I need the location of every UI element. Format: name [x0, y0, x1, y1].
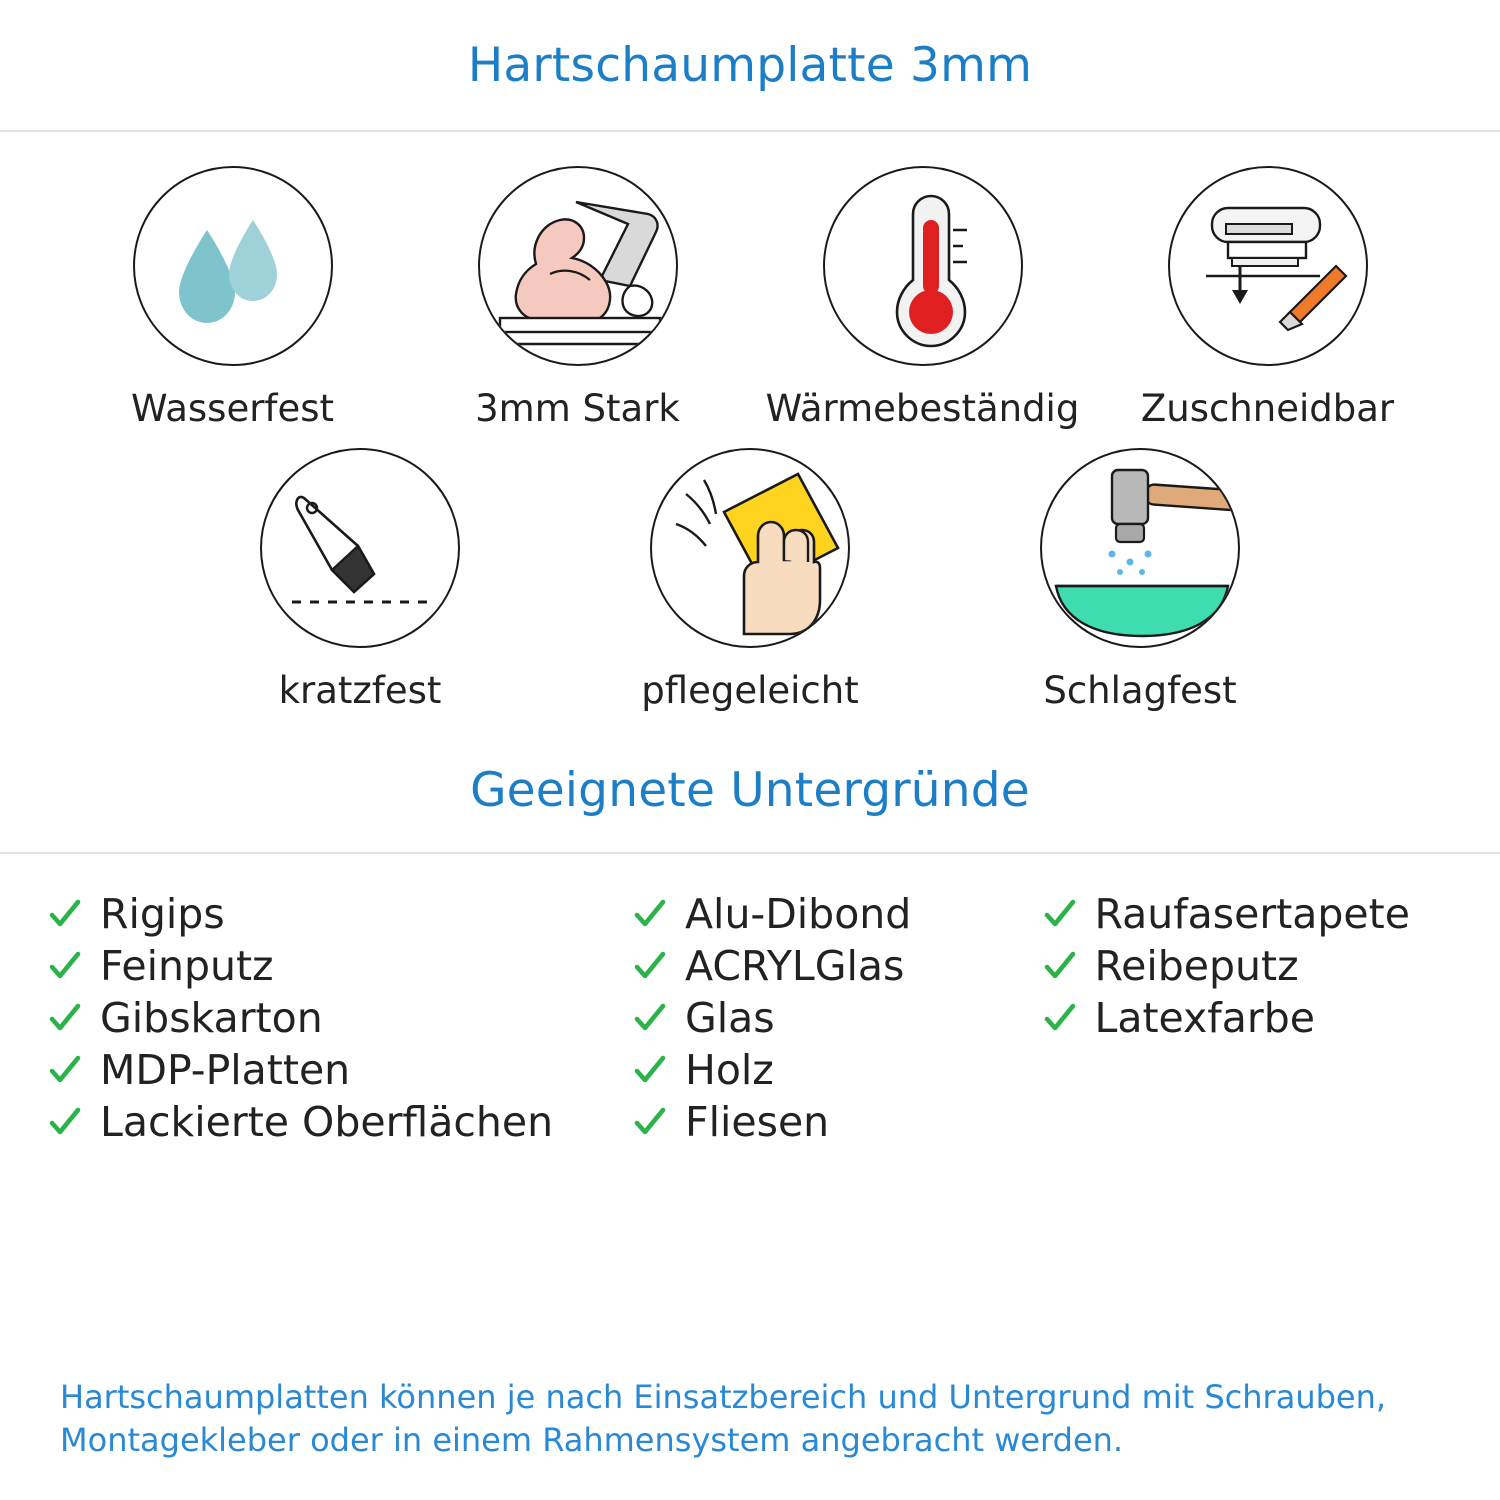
substrates-heading: Geeignete Untergründe	[470, 762, 1030, 818]
list-item	[633, 992, 1043, 1044]
check-icon	[633, 897, 667, 931]
list-item-label: Raufasertapete	[1094, 889, 1410, 938]
list-item-label: Holz	[685, 1045, 774, 1094]
list-item	[633, 1044, 1043, 1096]
check-icon	[48, 897, 82, 931]
list-item	[1043, 992, 1453, 1044]
feature-label: Wasserfest	[131, 386, 334, 430]
jigsaw-cutter-icon	[1168, 166, 1368, 366]
feature-label: pflegeleicht	[641, 669, 859, 713]
list-item-label: Reibeputz	[1094, 941, 1299, 990]
list-item-label: Lackierte Oberflächen	[100, 1097, 554, 1146]
page-title: Hartschaumplatte 3mm	[467, 38, 1033, 93]
check-icon	[48, 1105, 82, 1139]
list-item-label: Feinputz	[100, 941, 274, 990]
feature-grid	[0, 132, 1500, 713]
substrates-section-header	[0, 762, 1500, 818]
check-icon	[633, 1001, 667, 1035]
list-item	[48, 940, 633, 992]
title-section	[0, 0, 1500, 92]
list-item	[633, 940, 1043, 992]
list-item	[633, 1096, 1043, 1148]
list-item	[1043, 940, 1453, 992]
feature-zuschneidbar	[1095, 166, 1440, 431]
flexing-arm-icon	[478, 166, 678, 366]
check-icon	[633, 1053, 667, 1087]
list-item	[633, 888, 1043, 940]
check-icon	[1043, 1001, 1077, 1035]
list-item-label: Alu-Dibond	[685, 889, 912, 938]
scratch-knife-icon	[260, 448, 460, 648]
list-item	[48, 1096, 633, 1148]
hammer-impact-icon	[1040, 448, 1240, 648]
feature-label: Schlagfest	[1043, 669, 1237, 713]
list-item	[1043, 888, 1453, 940]
feature-wasserfest	[60, 166, 405, 431]
list-item-label: Latexfarbe	[1094, 993, 1315, 1042]
feature-label: Wärmebeständig	[765, 386, 1080, 430]
feature-label: kratzfest	[278, 669, 442, 713]
check-icon	[1043, 949, 1077, 983]
substrates-column-3	[1043, 888, 1453, 1148]
substrates-column-2	[633, 888, 1043, 1148]
substrates-list	[0, 854, 1500, 1148]
list-item-label: Glas	[685, 993, 775, 1042]
substrates-column-1	[48, 888, 633, 1148]
list-item	[48, 888, 633, 940]
list-item-label: Gibskarton	[100, 993, 323, 1042]
water-drops-icon	[133, 166, 333, 366]
list-item-label: Fliesen	[685, 1097, 830, 1146]
feature-waermebestaendig	[750, 166, 1095, 431]
list-item-label: ACRYLGlas	[685, 941, 905, 990]
check-icon	[48, 949, 82, 983]
list-item-label: Rigips	[100, 889, 225, 938]
check-icon	[48, 1053, 82, 1087]
feature-row-2	[0, 448, 1500, 713]
list-item	[48, 992, 633, 1044]
feature-3mm-stark	[405, 166, 750, 431]
thermometer-icon	[823, 166, 1023, 366]
check-icon	[633, 949, 667, 983]
list-item-label: MDP-Platten	[100, 1045, 351, 1094]
cleaning-cloth-hand-icon	[650, 448, 850, 648]
feature-row-1	[0, 166, 1500, 431]
feature-schlagfest	[945, 448, 1335, 713]
check-icon	[48, 1001, 82, 1035]
feature-label: 3mm Stark	[475, 386, 680, 430]
check-icon	[1043, 897, 1077, 931]
footer-note: Hartschaumplatten können je nach Einsatzbereich und Untergrund mit Schrauben, Montagekleber oder in einem Rahmensystem angebracht werden.	[60, 1377, 1387, 1459]
list-item	[48, 1044, 633, 1096]
feature-pflegeleicht	[555, 448, 945, 713]
feature-label: Zuschneidbar	[1140, 386, 1395, 430]
feature-kratzfest	[165, 448, 555, 713]
check-icon	[633, 1105, 667, 1139]
